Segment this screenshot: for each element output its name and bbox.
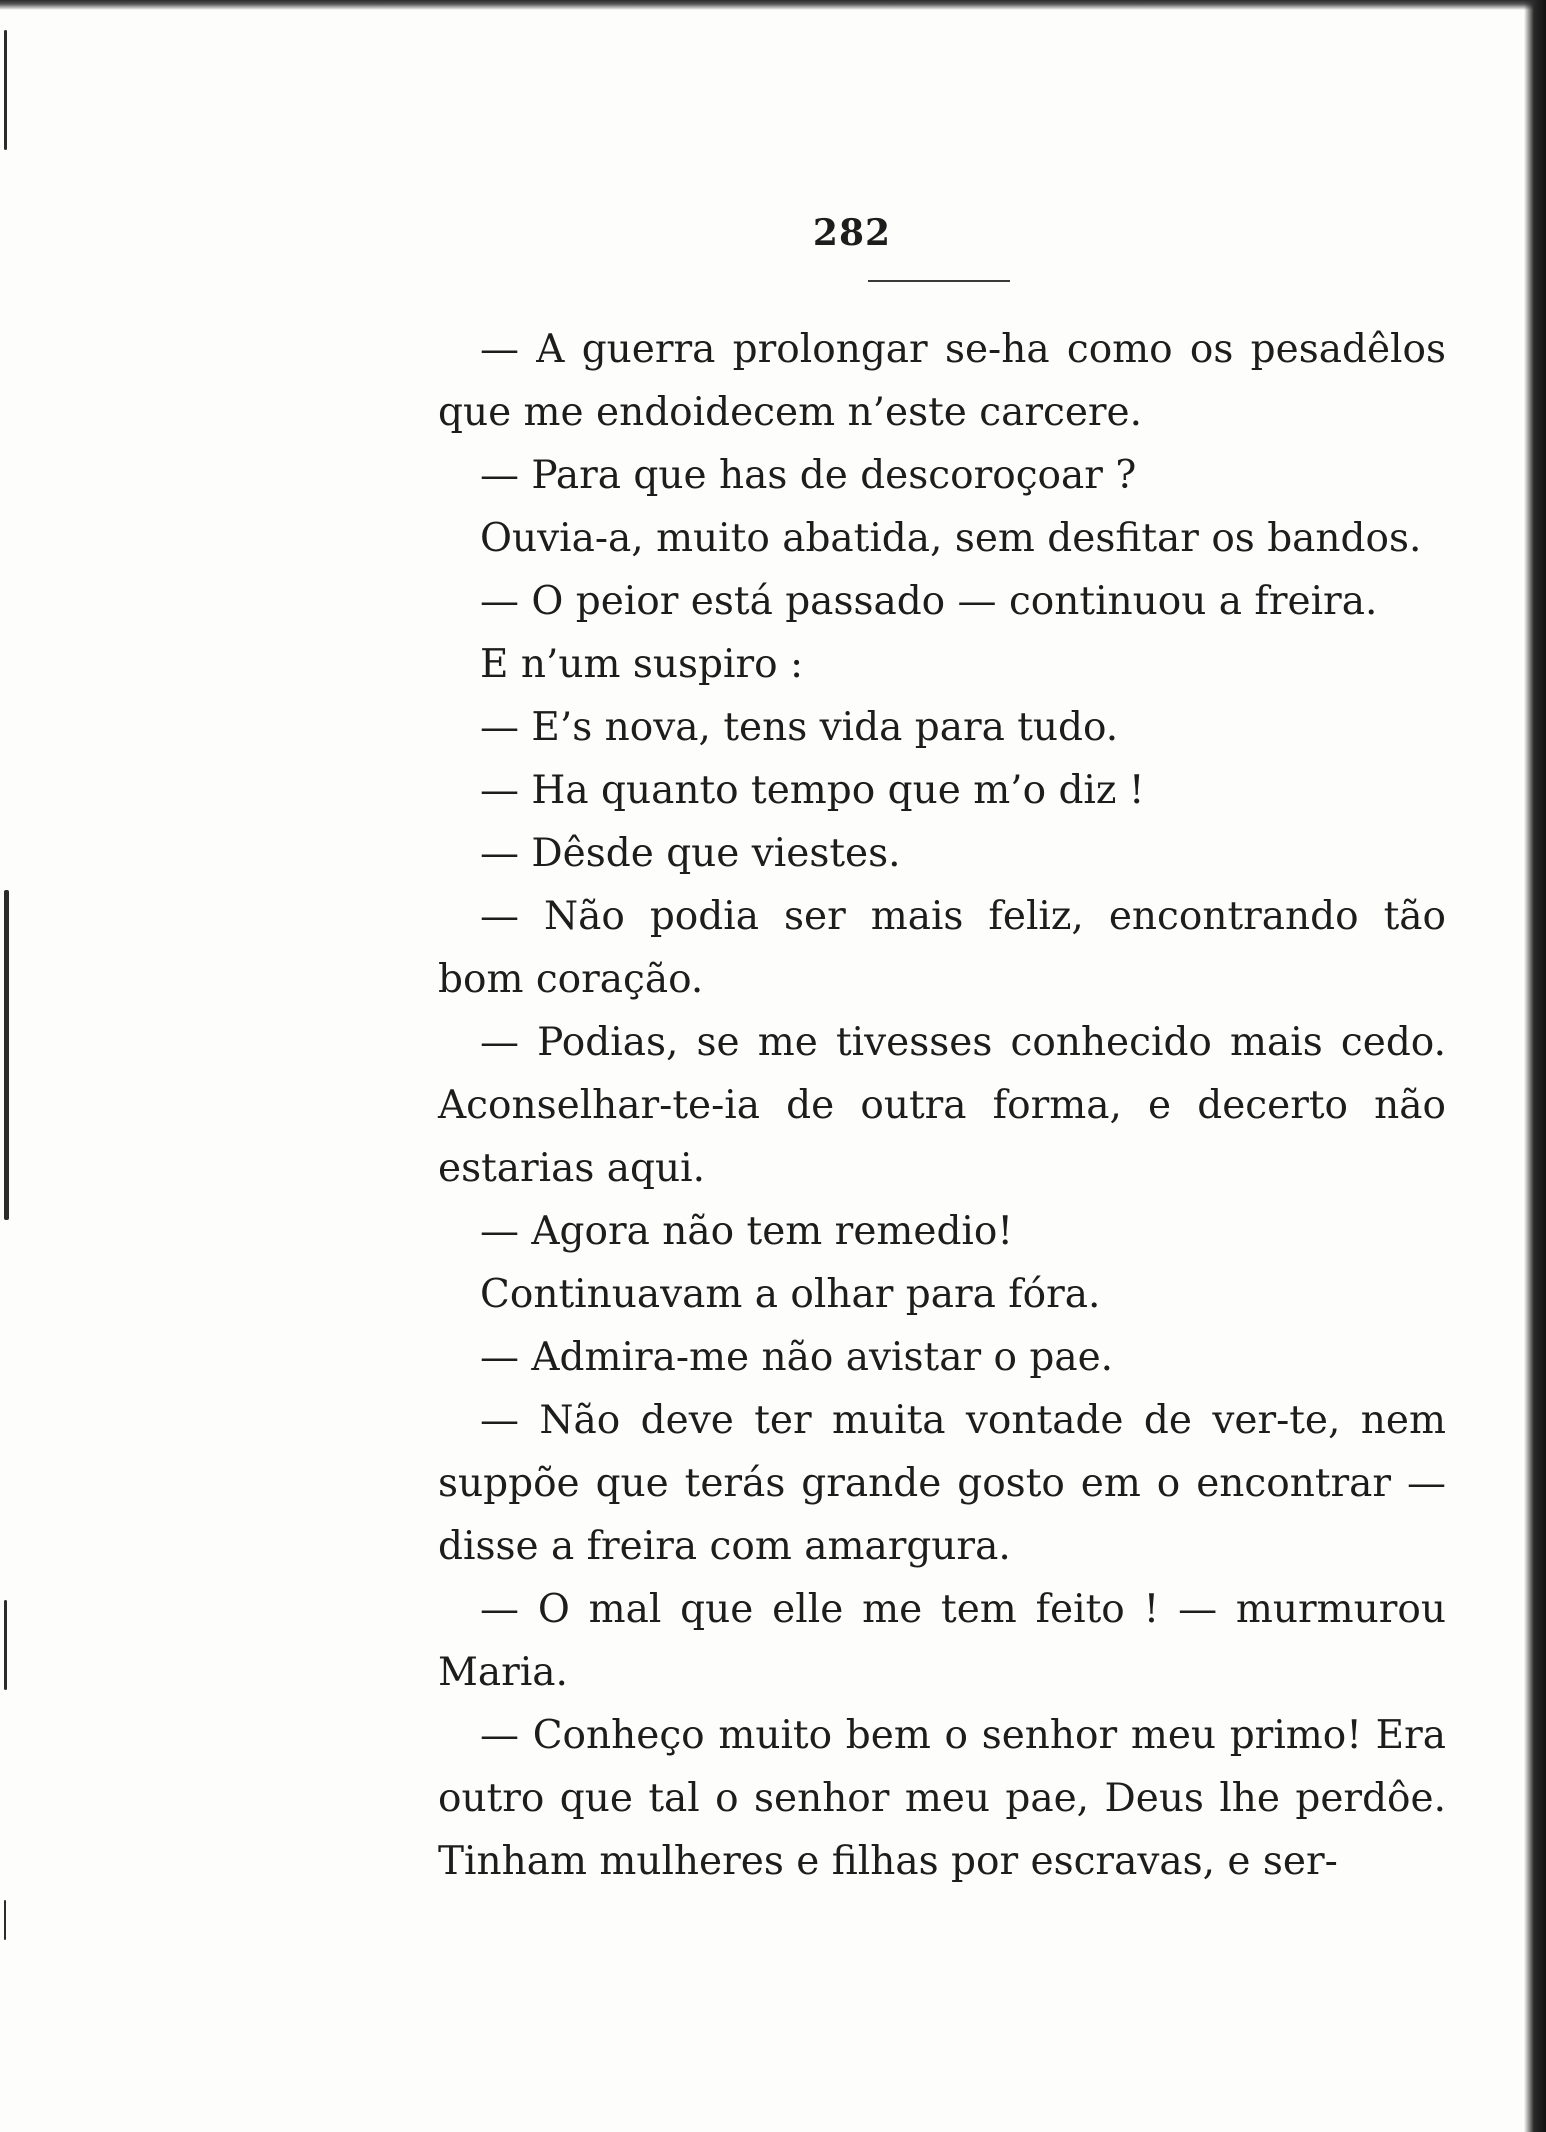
scan-left-mark bbox=[4, 30, 7, 150]
paragraph: — Não podia ser mais feliz, encontrando tão bom coração. bbox=[438, 894, 1446, 1002]
paragraph: — Admira-me não avistar o pae. bbox=[480, 1335, 1114, 1380]
paragraph: — Podias, se me tivesses conhecido mais cedo. Aconselhar-te-ia de outra forma, e decerto não estarias aqui. bbox=[438, 1020, 1446, 1191]
paragraph: — Não deve ter muita vontade de ver-te, nem suppõe que terás grande gosto em o encontrar — disse a freira com amargura. bbox=[438, 1398, 1446, 1569]
scan-left-mark bbox=[4, 1600, 7, 1690]
paragraph: — Para que has de descoroçoar ? bbox=[480, 453, 1137, 498]
paragraph: — E’s nova, tens vida para tudo. bbox=[480, 705, 1119, 750]
paragraph: E n’um suspiro : bbox=[480, 642, 804, 687]
paragraph: — Agora não tem remedio! bbox=[480, 1209, 1014, 1254]
scan-top-edge bbox=[0, 0, 1546, 10]
scan-left-mark bbox=[4, 890, 9, 1220]
paragraph: Continuavam a olhar para fóra. bbox=[480, 1272, 1101, 1317]
paragraph: — A guerra prolongar se-ha como os pesadêlos que me endoidecem n’este carcere. bbox=[438, 327, 1446, 435]
paragraph: — Dêsde que viestes. bbox=[480, 831, 901, 876]
body-text bbox=[438, 318, 1446, 1893]
paragraph: — Ha quanto tempo que m’o diz ! bbox=[480, 768, 1145, 813]
scan-right-edge bbox=[1524, 0, 1546, 2132]
paragraph: Ouvia-a, muito abatida, sem desfitar os bandos. bbox=[480, 516, 1422, 561]
paragraph: — O peior está passado — continuou a freira. bbox=[480, 579, 1378, 624]
scan-left-mark bbox=[4, 1900, 6, 1940]
page-number: 282 bbox=[812, 212, 892, 254]
header-rule bbox=[868, 280, 1010, 282]
paragraph: — O mal que elle me tem feito ! — murmurou Maria. bbox=[438, 1587, 1446, 1695]
paragraph: — Conheço muito bem o senhor meu primo! Era outro que tal o senhor meu pae, Deus lhe perdôe. Tinham mulheres e filhas por escravas, e ser- bbox=[438, 1713, 1446, 1884]
